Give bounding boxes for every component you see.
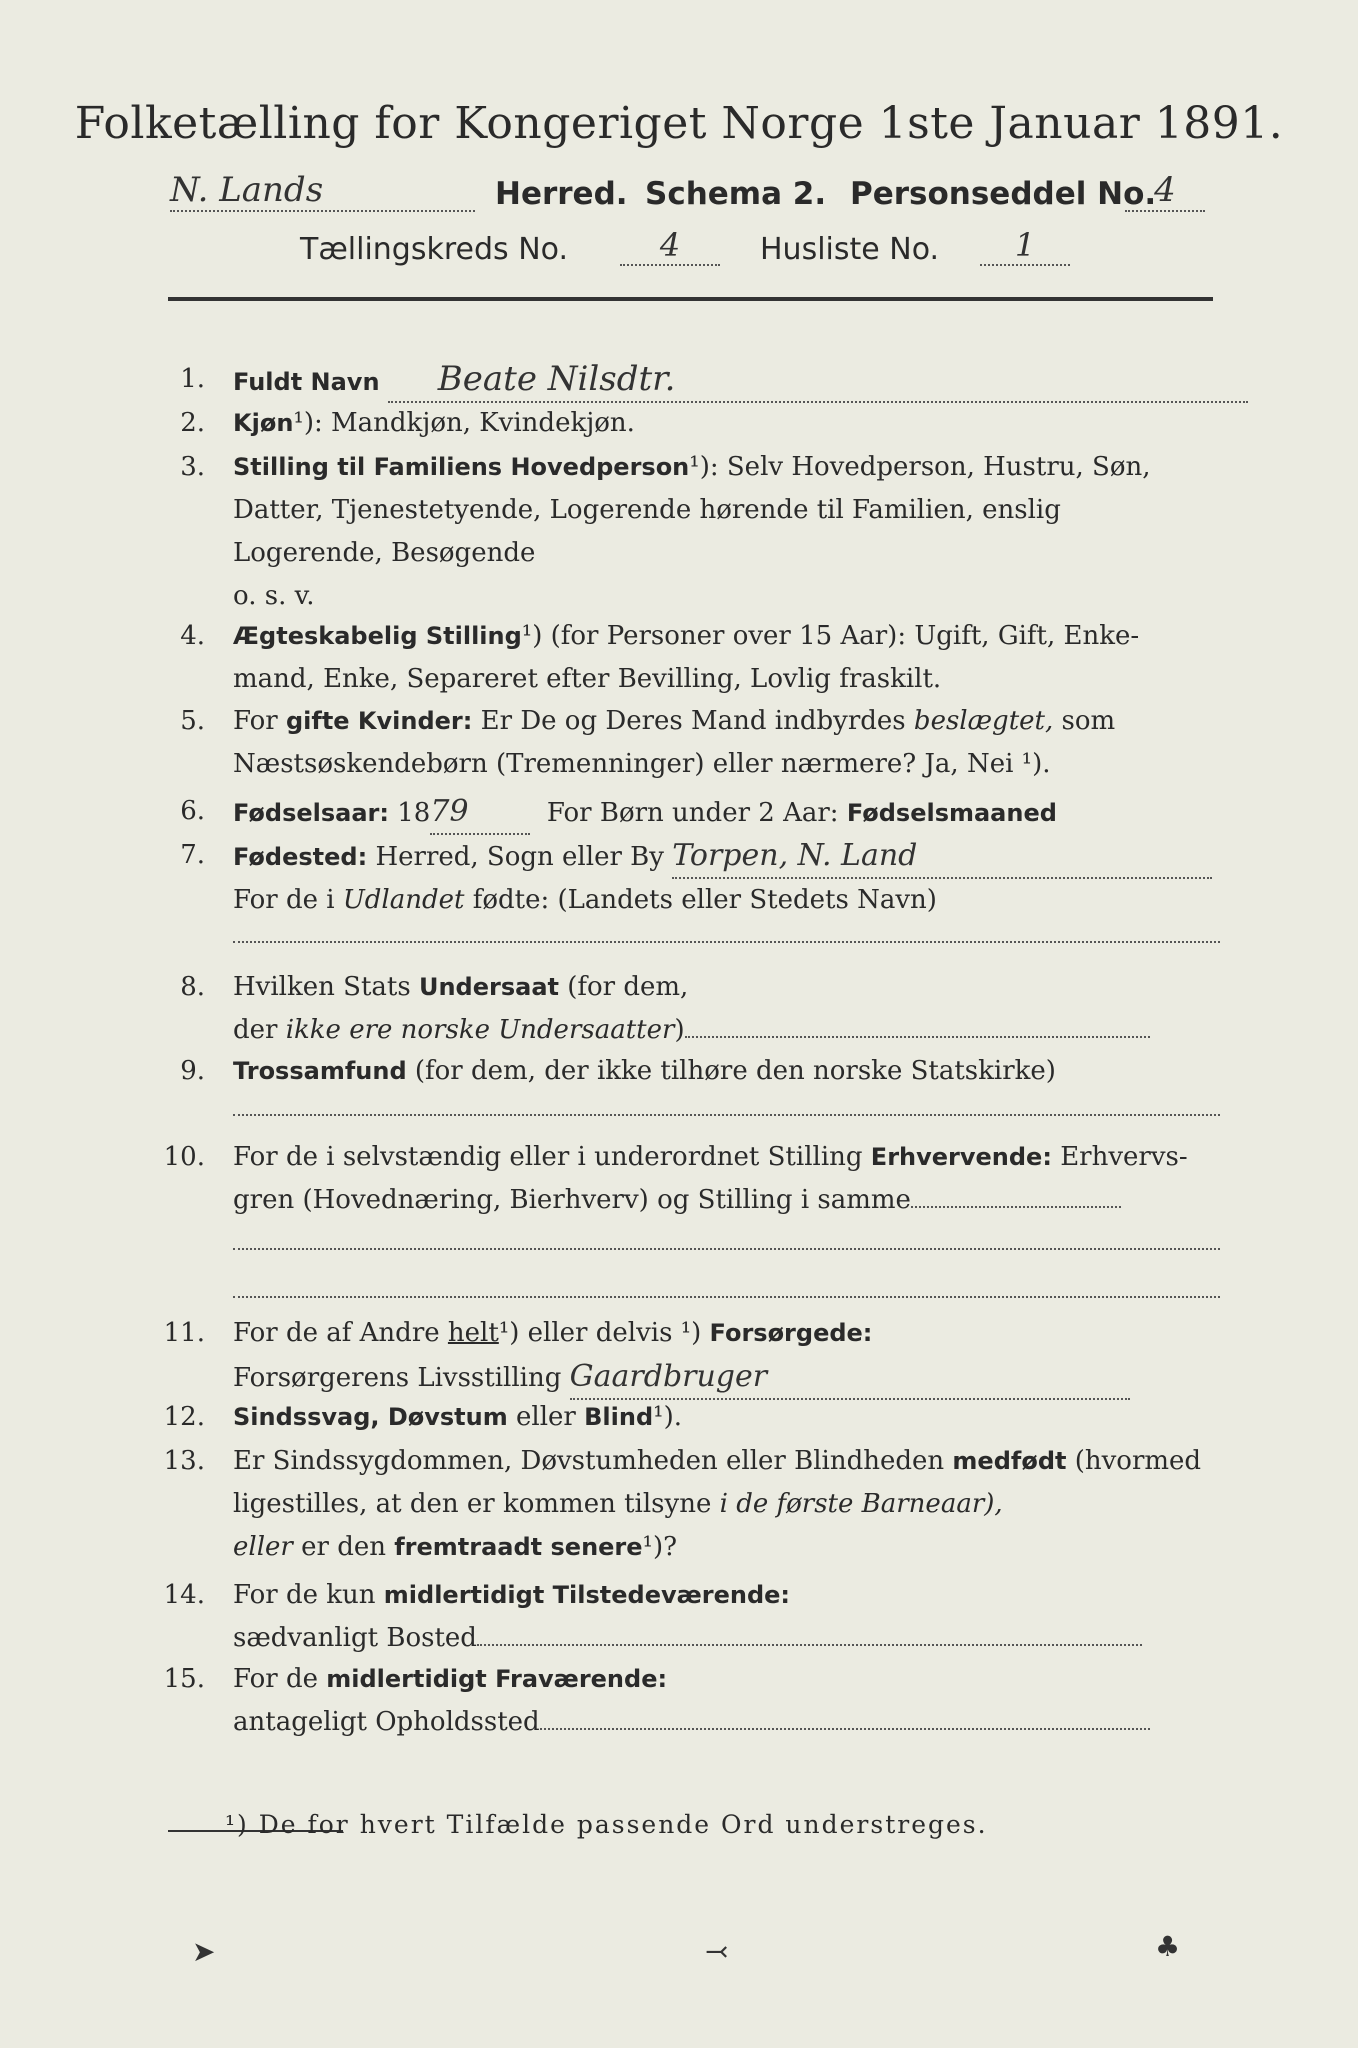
- binding-mark-left-icon: ➤: [192, 1935, 216, 1968]
- header-line-kreds: [300, 226, 1100, 276]
- schema-label: Schema 2.: [645, 176, 827, 212]
- item-6: 6. Fødselsaar: 1879 For Børn under 2 Aar: Fødselsmaaned: [160, 790, 1220, 835]
- provider-occupation-value: Gaardbruger: [570, 1355, 1130, 1400]
- personseddel-label: Personseddel No.: [850, 176, 1157, 212]
- item-15: 15. For de midlertidigt Fraværende: antageligt Opholdssted: [160, 1658, 1220, 1748]
- occupation-field-2: [233, 1294, 1220, 1298]
- item-8: 8. Hvilken Stats Undersaat (for dem, der ikke ere norske Undersaatter): [160, 966, 1220, 1056]
- taellingskreds-label: Tællingskreds No.: [300, 232, 568, 267]
- item-7: 7. Fødested: Herred, Sogn eller By Torpen, N. Land For de i Udlandet fødte: (Landets eller Stedets Navn): [160, 834, 1220, 974]
- header-line-herred: [165, 170, 1215, 220]
- binding-mark-center-icon: ⤙: [705, 1935, 729, 1968]
- birthplace-abroad-field: [233, 939, 1220, 943]
- religion-field: [233, 1112, 1220, 1116]
- birthplace-value: Torpen, N. Land: [672, 834, 1212, 879]
- item-10: 10. For de i selvstændig eller i underordnet Stilling Erhvervende: Erhvervs- gren (Hovednæring, Bierhverv) og Stilling i samme: [160, 1136, 1220, 1306]
- item-11: 11. For de af Andre helt¹) eller delvis ¹) Forsørgede: Forsørgerens Livsstilling Gaardbruger: [160, 1312, 1220, 1402]
- item-3: 3. Stilling til Familiens Hovedperson¹): Selv Hovedperson, Hustru, Søn, Datter, Tjenestetyende, Logerende hørende til Familien, enslig Logerende, Besøgende o. s. v.: [180, 452, 1151, 611]
- item-13: 13. Er Sindssygdommen, Døvstumheden eller Blindheden medfødt (hvormed ligestilles, at den er kommen tilsyne i de første Barneaar), eller er den fremtraadt senere¹)?: [163, 1446, 1202, 1562]
- footnote: ¹) De for hvert Tilfælde passende Ord understreges.: [225, 1810, 988, 1839]
- taellingskreds-value: 4: [620, 226, 720, 266]
- herred-value: N. Lands: [170, 170, 475, 212]
- full-name-value: Beate Nilsdtr.: [388, 358, 1248, 403]
- item-14: 14. For de kun midlertidigt Tilstedeværende: sædvanligt Bosted: [160, 1574, 1220, 1664]
- occupation-field-1: [233, 1246, 1220, 1250]
- birth-year-value: 79: [430, 790, 530, 835]
- item-2: 2. Kjøn¹): Mandkjøn, Kvindekjøn.: [180, 408, 635, 438]
- husliste-label: Husliste No.: [760, 232, 940, 267]
- header-rule: [168, 297, 1213, 301]
- binding-mark-right-icon: ♣: [1155, 1930, 1181, 1963]
- item-9: 9. Trossamfund (for dem, der ikke tilhøre den norske Statskirke): [160, 1050, 1220, 1130]
- personseddel-value: 4: [1125, 170, 1205, 212]
- form-title: Folketælling for Kongeriget Norge 1ste Januar 1891.: [74, 98, 1284, 149]
- item-5: 5. For gifte Kvinder: Er De og Deres Mand indbyrdes beslægtet, som Næstsøskendebørn (Tremenninger) eller nærmere? Ja, Nei ¹).: [180, 706, 1116, 779]
- item-1: 1. Fuldt Navn Beate Nilsdtr.: [160, 358, 1220, 403]
- husliste-value: 1: [980, 226, 1070, 266]
- item-4: 4. Ægteskabelig Stilling¹) (for Personer over 15 Aar): Ugift, Gift, Enke- mand, Enke, Separeret efter Bevilling, Lovlig fraskilt.: [180, 621, 1140, 694]
- herred-label: Herred.: [495, 176, 628, 212]
- item-12: 12. Sindssvag, Døvstum eller Blind¹).: [163, 1402, 682, 1432]
